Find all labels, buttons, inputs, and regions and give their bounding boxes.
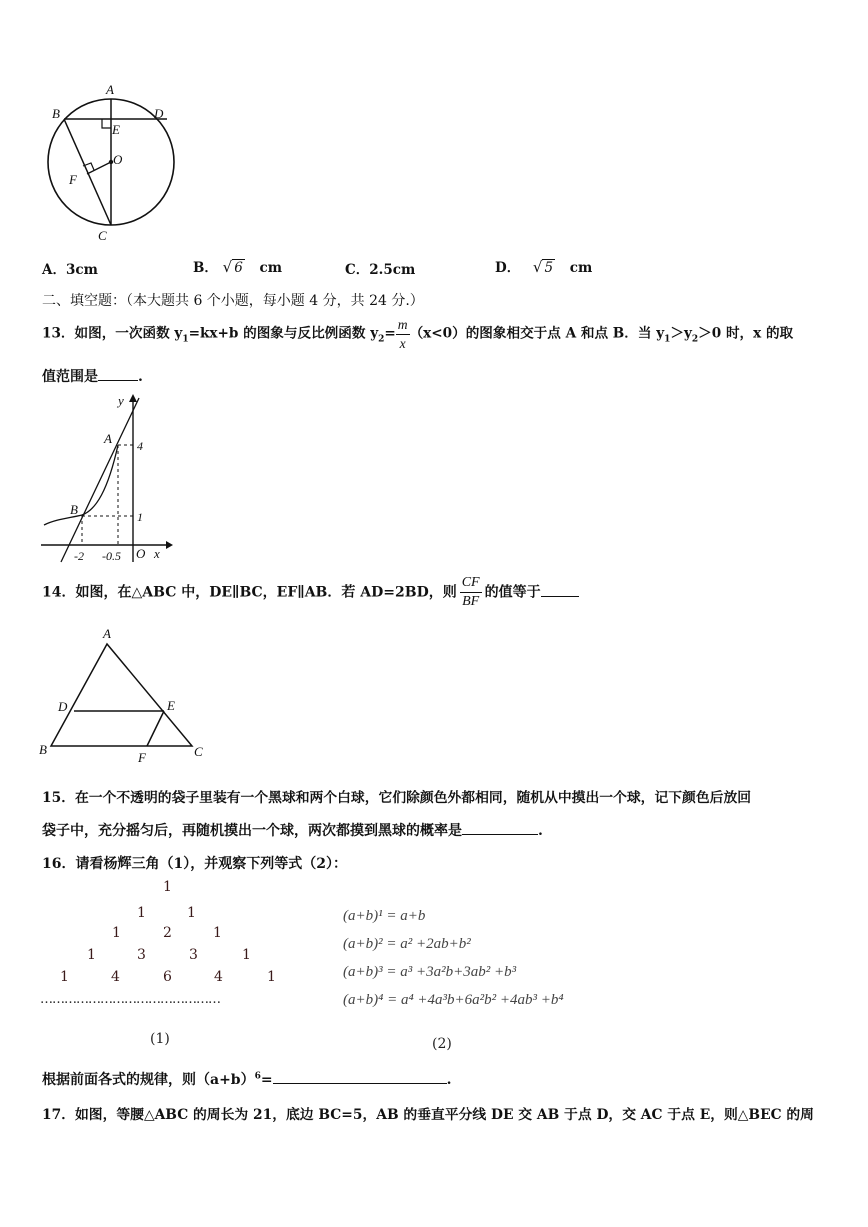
equation-4: (a+b)⁴ = a⁴ +4a³b+6a²b² +4ab³ +b⁴ [343,992,564,1008]
label-B: B [70,502,78,517]
sqrt-icon: √ [222,258,233,276]
label-x: x [154,546,160,561]
label-F: F [138,750,146,765]
label-C: C [194,744,203,759]
q13-sub-2: 2 [378,334,385,345]
q16-line2-sup: 6 [254,1071,261,1082]
q13-frac-den: x [399,335,406,351]
label-E: E [112,122,120,137]
pascal-number: 1 [187,905,196,921]
equation-1: (a+b)¹ = a+b [343,908,426,924]
pascal-number: 1 [60,969,69,985]
caption-2: (2) [432,1036,452,1052]
q13-text-3: = [384,325,396,342]
q16-line1: 16．请看杨辉三角（1），并观察下列等式（2）： [42,856,347,872]
q16-line2-text: 根据前面各式的规律，则（a+b） [42,1072,255,1088]
equation-2: (a+b)² = a² +2ab+b² [343,936,471,952]
segment-of [87,162,111,174]
q13-line1 [42,318,793,350]
q13-frac-num: m [396,318,410,335]
q14-fraction [460,576,482,609]
y-axis-arrow-icon [129,394,137,402]
linear-function-line [61,398,139,562]
q13-line2 [42,366,143,386]
q15-line1: 15．在一个不透明的袋子里装有一个黑球和两个白球，它们除颜色外都相同，随机从中摸出一个球，记下颜色后放回 [42,790,752,806]
pascal-number: 1 [163,879,172,895]
q13-fraction [396,318,410,350]
pascal-dots: ……………………………………… [40,992,220,1007]
q13-sub-3: 1 [664,334,671,345]
pascal-number: 2 [163,925,172,941]
option-b [193,256,282,276]
label-A: A [106,82,114,97]
option-b-radicand: 6 [234,260,243,276]
q16-line2-eq: = [260,1072,273,1088]
right-angle-e [102,119,111,128]
option-c: C．2.5cm [345,262,416,278]
pascal-number: 4 [111,969,120,985]
triangle-abc [51,644,192,746]
option-b-prefix: B． [193,260,218,276]
q16-line2 [42,1069,451,1089]
option-d-radicand: 5 [544,260,554,276]
q15-answer-blank[interactable] [462,834,538,835]
q13-line2-end: . [138,369,143,385]
x-axis-arrow-icon [166,541,173,549]
section-heading: 二、填空题：（本大题共 6 个小题，每小题 4 分，共 24 分.） [42,293,424,309]
label-B: B [39,742,47,757]
q16-line2-end: . [446,1072,452,1088]
pascal-number: 6 [163,969,172,985]
label-A: A [104,431,112,446]
q13-text-4: （x<0）的图象相交于点 A 和点 B．当 y [409,325,665,342]
label-neg05: -0.5 [102,549,121,563]
q17-line1: 17．如图，等腰△ABC 的周长为 21，底边 BC=5，AB 的垂直平分线 DE 交 AB 于点 D，交 AC 于点 E，则△BEC 的周 [42,1107,814,1123]
triangle-figure [36,622,216,767]
label-C: C [98,228,107,243]
caption-1: (1) [150,1031,170,1047]
function-graph [36,390,176,565]
q13-answer-blank[interactable] [98,380,138,381]
pascal-number: 1 [267,969,276,985]
label-A: A [103,626,111,641]
label-O: O [113,152,123,167]
sqrt-icon: √ [532,258,543,276]
q14-text-2: 的值等于 [484,584,541,601]
pascal-number: 3 [137,947,146,963]
q13-text-1: 13．如图，一次函数 y [42,325,183,342]
q15-line2-text: 袋子中，充分摇匀后，再随机摸出一个球，两次都摸到黑球的概率是 [42,823,462,839]
label-1: 1 [137,510,143,524]
pascal-number: 1 [242,947,251,963]
pascal-number: 1 [87,947,96,963]
q14-text-1: 14．如图，在△ABC 中，DE∥BC，EF∥AB．若 AD=2BD，则 [42,584,457,601]
label-F: F [69,172,77,187]
label-neg2: -2 [74,549,84,563]
q14-frac-den: BF [462,594,480,609]
option-b-unit: cm [259,260,282,276]
pascal-number: 1 [112,925,121,941]
q13-line2-text: 值范围是 [42,369,98,385]
q13-text-5: ＞y [670,325,692,342]
option-a: A．3cm [42,262,98,278]
q14-frac-num: CF [460,576,482,593]
inverse-function-curve [44,445,118,525]
pascal-number: 3 [189,947,198,963]
label-B: B [52,106,60,121]
label-y: y [118,393,124,408]
label-D: D [154,106,164,121]
q14-line [42,576,579,609]
q13-sub-4: 2 [691,334,699,345]
segment-ef [147,711,164,746]
q15-line2 [42,820,543,840]
label-O: O [136,546,146,561]
pascal-number: 4 [214,969,223,985]
pascal-number: 1 [137,905,146,921]
q16-answer-blank[interactable] [273,1083,447,1084]
option-d-prefix: D． [495,260,521,276]
label-D: D [58,699,68,714]
q13-text-6: ＞0 时，x 的取 [698,325,794,342]
pascal-number: 1 [213,925,222,941]
label-E: E [167,698,175,713]
circle-figure [36,80,186,245]
q14-answer-blank[interactable] [541,596,579,597]
q13-text-2: =kx+b 的图象与反比例函数 y [188,325,379,342]
label-4: 4 [137,439,143,453]
option-d [495,256,592,276]
q13-sub-1: 1 [182,334,189,345]
equation-3: (a+b)³ = a³ +3a²b+3ab² +b³ [343,964,517,980]
option-d-unit: cm [569,260,593,276]
q15-line2-end: . [538,823,543,839]
